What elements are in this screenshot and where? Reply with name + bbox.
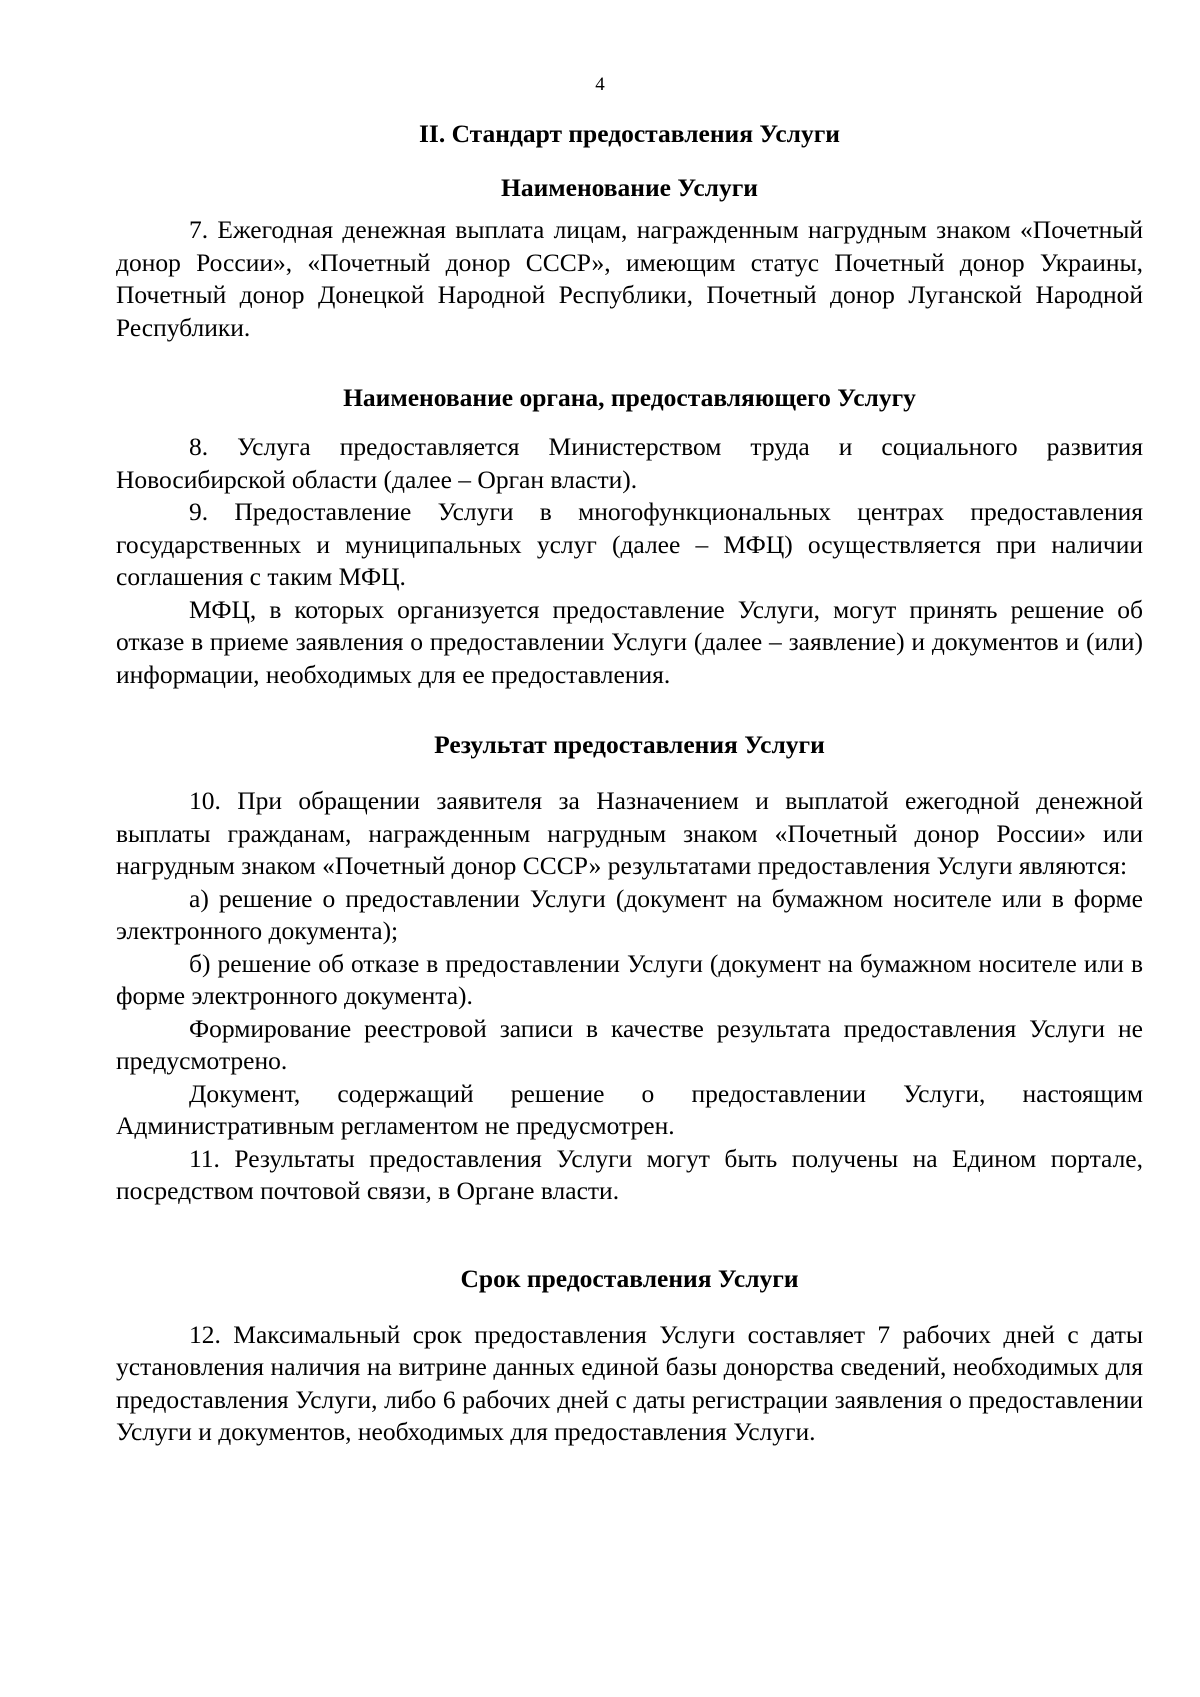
paragraph-11: 11. Результаты предоставления Услуги могут быть получены на Едином портале, посредством почтовой связи, в Органе власти. [116,1143,1143,1205]
paragraph-10-a: а) решение о предоставлении Услуги (документ на бумажном носителе или в форме электронного документа); [116,883,1143,945]
section-service-name [116,214,1143,344]
paragraph-8: 8. Услуга предоставляется Министерством труда и социального развития Новосибирской области (далее – Орган власти). [116,432,1143,494]
paragraph-9: 9. Предоставление Услуги в многофункциональных центрах предоставления государственных и муниципальных услуг (далее – МФЦ) осуществляется при наличии соглашения с таким МФЦ. [116,497,1143,591]
page-number: 4 [595,74,605,95]
paragraph-registry-record: Формирование реестровой записи в качестве результата предоставления Услуги не предусмотрено. [116,1013,1143,1075]
paragraph-7: 7. Ежегодная денежная выплата лицам, награжденным нагрудным знаком «Почетный донор России», «Почетный донор СССР», имеющим статус Почетный донор Украины, Почетный донор Донецкой Народной Республики, Почетный донор Луганской Народной Республики. [116,215,1143,342]
paragraph-mfc-refusal: МФЦ, в которых организуется предоставление Услуги, могут принять решение об отказе в приеме заявления о предоставлении Услуги (далее – заявление) и документов и (или) информации, необходимых для ее предоставления. [116,594,1143,689]
section-service-result [116,785,1143,1208]
section-service-term [116,1319,1143,1449]
heading-service-term: Срок предоставления Услуги [460,1263,799,1293]
paragraph-10-b: б) решение об отказе в предоставлении Услуги (документ на бумажном носителе или в форме электронного документа). [116,948,1143,1010]
paragraph-decision-document: Документ, содержащий решение о предоставлении Услуги, настоящим Административным регламентом не предусмотрен. [116,1078,1143,1140]
paragraph-10: 10. При обращении заявителя за Назначением и выплатой ежегодной денежной выплаты гражданам, награжденным нагрудным знаком «Почетный донор России» или нагрудным знаком «Почетный донор СССР» результатами предоставления Услуги являются: [116,786,1143,880]
heading-service-name: Наименование Услуги [501,173,758,202]
heading-providing-organ: Наименование органа, предоставляющего Услугу [343,383,916,412]
paragraph-12: 12. Максимальный срок предоставления Услуги составляет 7 рабочих дней с даты установления наличия на витрине данных единой базы донорства сведений, необходимых для предоставления Услуги, либо 6 рабочих дней с даты регистрации заявления о предоставлении Услуги и документов, необходимых для предоставления Услуги. [116,1319,1143,1446]
document-content [116,118,1143,1449]
section-providing-organ [116,431,1143,691]
heading-service-result: Результат предоставления Услуги [434,730,825,759]
section-title: II. Стандарт предоставления Услуги [419,119,840,148]
